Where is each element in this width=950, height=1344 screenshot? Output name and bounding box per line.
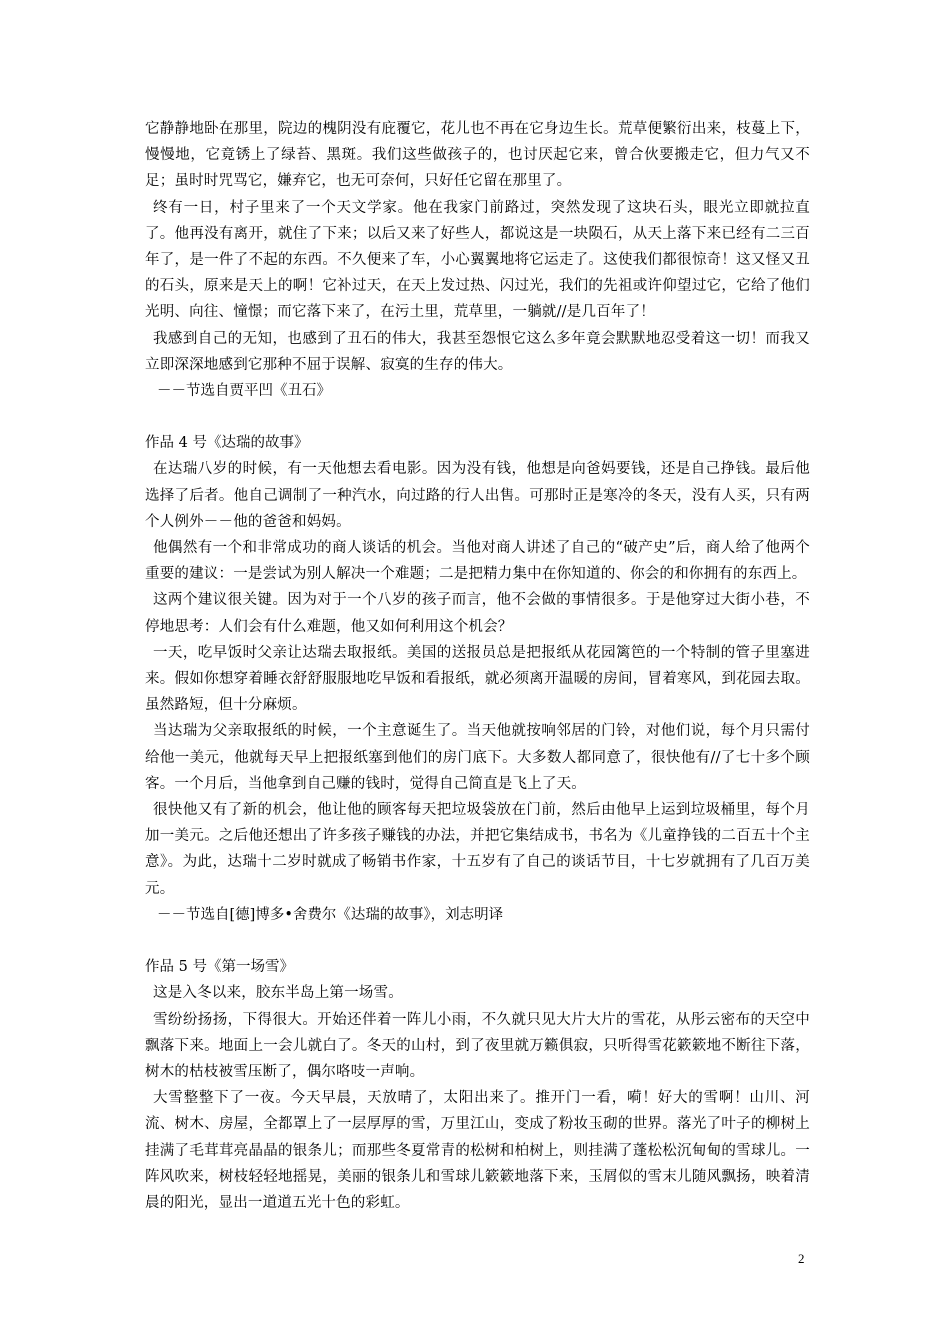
section-title: 作品 5 号《第一场雪》 [145,959,294,976]
paragraph: 很快他又有了新的机会，他让他的顾客每天把垃圾袋放在门前，然后由他早上运到垃圾桶里，每个月加一美元。之后他还想出了许多孩子赚钱的办法，并把它集结成书，书名为《儿童挣钱的二百五十个主意》。为此，达瑞十二岁时就成了畅销书作家，十五岁有了自己的谈话节目，十七岁就拥有了几百万美元。 [145,802,810,897]
paragraph: 在达瑞八岁的时候，有一天他想去看电影。因为没有钱，他想是向爸妈要钱，还是自己挣钱。最后他选择了后者。他自己调制了一种汽水，向过路的行人出售。可那时正是寒冷的冬天，没有人买，只有两个人例外－－他的爸爸和妈妈。 [145,461,810,530]
document-page [145,116,810,1216]
paragraph: 他偶然有一个和非常成功的商人谈话的机会。当他对商人讲述了自己的“破产史”后，商人给了他两个重要的建议：一是尝试为别人解决一个难题；二是把精力集中在你知道的、你会的和你拥有的东西上。 [145,540,810,583]
paragraph: 大雪整整下了一夜。今天早晨，天放晴了，太阳出来了。推开门一看，嗬！好大的雪啊！山川、河流、树木、房屋，全都罩上了一层厚厚的雪，万里江山，变成了粉妆玉砌的世界。落光了叶子的柳树上挂满了毛茸茸亮晶晶的银条儿；而那些冬夏常青的松树和柏树上，则挂满了蓬松松沉甸甸的雪球儿。一阵风吹来，树枝轻轻地摇晃，美丽的银条儿和雪球儿簌簌地落下来，玉屑似的雪末儿随风飘扬，映着清晨的阳光，显出一道道五光十色的彩虹。 [145,1090,810,1211]
paragraph: 这两个建议很关键。因为对于一个八岁的孩子而言，他不会做的事情很多。于是他穿过大街小巷，不停地思考：人们会有什么难题，他又如何利用这个机会？ [145,592,810,635]
section-spacer [145,928,810,954]
section-spacer [145,404,810,430]
paragraph: 当达瑞为父亲取报纸的时候，一个主意诞生了。当天他就按响邻居的门铃，对他们说，每个月只需付给他一美元，他就每天早上把报纸塞到他们的房门底下。大多数人都同意了，很快他有//了七十多个顾客。一个月后，当他拿到自己赚的钱时，觉得自己简直是飞上了天。 [145,723,810,792]
paragraph: 我感到自己的无知，也感到了丑石的伟大，我甚至怨恨它这么多年竟会默默地忍受着这一切！而我又立即深深地感到它那种不屈于误解、寂寞的生存的伟大。 [145,330,810,373]
paragraph: 它静静地卧在那里，院边的槐阴没有庇覆它，花儿也不再在它身边生长。荒草便繁衍出来，枝蔓上下，慢慢地，它竟锈上了绿苔、黑斑。我们这些做孩子的，也讨厌起它来，曾合伙要搬走它，但力气又不足；虽时时咒骂它，嫌弃它，也无可奈何，只好任它留在那里了。 [145,121,810,190]
paragraph: 雪纷纷扬扬，下得很大。开始还伴着一阵儿小雨，不久就只见大片大片的雪花，从彤云密布的天空中飘落下来。地面上一会儿就白了。冬天的山村，到了夜里就万籁俱寂，只听得雪花簌簌地不断往下落，树木的枯枝被雪压断了，偶尔咯吱一声响。 [145,1011,810,1080]
paragraph: 一天，吃早饭时父亲让达瑞去取报纸。美国的送报员总是把报纸从花园篱笆的一个特制的管子里塞进来。假如你想穿着睡衣舒舒服服地吃早饭和看报纸，就必须离开温暖的房间，冒着寒风，到花园去取。虽然路短，但十分麻烦。 [145,644,810,714]
section-title: 作品 4 号《达瑞的故事》 [145,435,309,452]
source-citation: －－节选自[德]博多•舍费尔《达瑞的故事》，刘志明译 [157,906,504,923]
source-citation: －－节选自贾平凹《丑石》 [157,383,331,400]
paragraph: 这是入冬以来，胶东半岛上第一场雪。 [153,985,403,1002]
page-number: 2 [798,1251,805,1266]
paragraph: 终有一日，村子里来了一个天文学家。他在我家门前路过，突然发现了这块石头，眼光立即就拉直了。他再没有离开，就住了下来；以后又来了好些人，都说这是一块陨石，从天上落下来已经有二三百年了，是一件了不起的东西。不久便来了车，小心翼翼地将它运走了。这使我们都很惊奇！这又怪又丑的石头，原来是天上的啊！它补过天，在天上发过热、闪过光，我们的先祖或许仰望过它，它给了他们光明、向往、憧憬；而它落下来了，在污土里，荒草里，一躺就//是几百年了！ [145,199,810,321]
